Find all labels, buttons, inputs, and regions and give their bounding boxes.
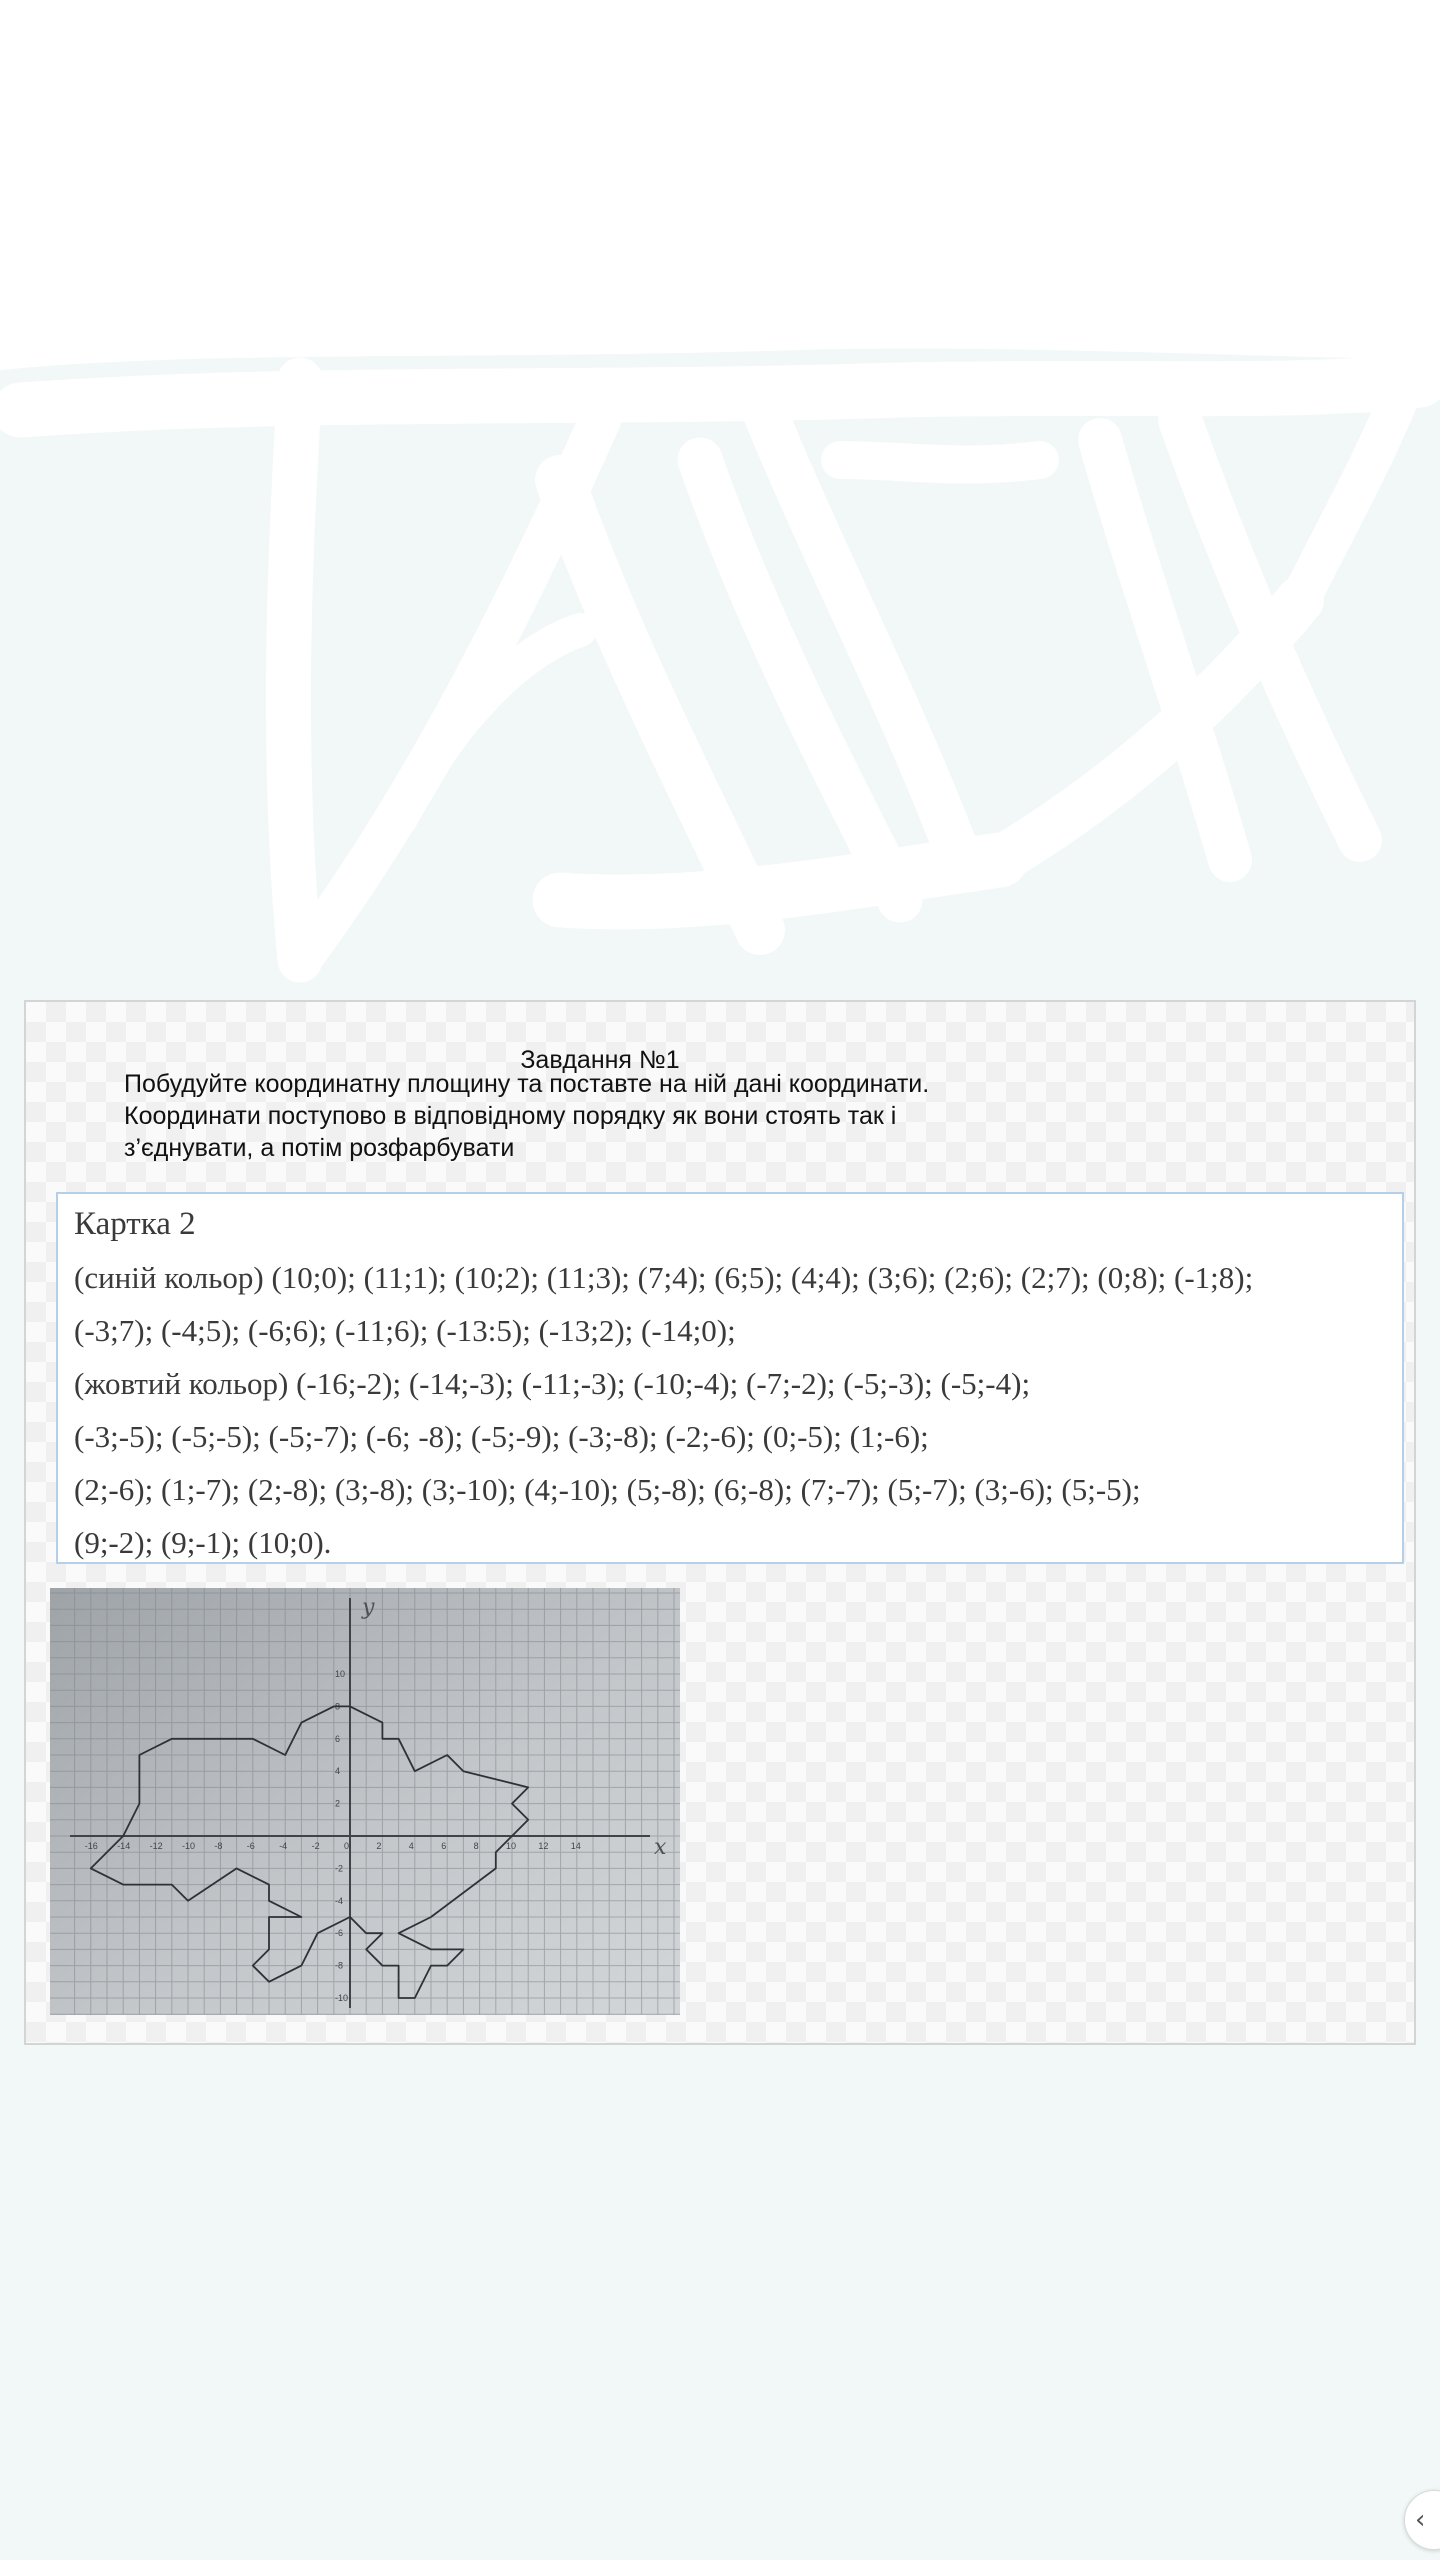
x-tick-label: -10 [182, 1841, 196, 1851]
chevron-left-icon: ‹ [1415, 2505, 1426, 2535]
instruction-line: Координати поступово в відповідному порядку як вони стоять так і [124, 1102, 897, 1130]
instruction-line: з’єднувати, а потім розфарбувати [124, 1134, 515, 1162]
task-instructions [124, 1068, 1124, 1164]
y-tick-label: 8 [335, 1701, 341, 1712]
y-tick-label: 4 [335, 1766, 341, 1777]
y-tick-label: -8 [335, 1960, 344, 1971]
x-tick-label: 2 [376, 1841, 382, 1851]
coordinates-line: (2;-6); (1;-7); (2;-8); (3;-8); (3;-10); (4;-10); (5;-8); (6;-8); (7;-7); (5;-7); (3;-6); (5;-5); [74, 1472, 1141, 1507]
x-tick-label: -14 [117, 1841, 131, 1851]
x-tick-label: -4 [279, 1841, 288, 1851]
x-tick-label: -2 [311, 1841, 320, 1851]
x-tick-label: 10 [506, 1841, 517, 1851]
y-tick-label: -6 [335, 1928, 344, 1939]
y-tick-label: -4 [335, 1895, 344, 1906]
y-tick-label: 10 [335, 1669, 346, 1679]
x-tick-label: 6 [441, 1841, 447, 1851]
graph-paper-photo [50, 1588, 680, 2015]
x-tick-label: 14 [570, 1841, 581, 1851]
instruction-line: Побудуйте координатну площину та поставте на ній дані координати. [124, 1070, 930, 1098]
x-tick-label: 12 [538, 1841, 549, 1851]
top-blank-area [0, 0, 1440, 320]
y-tick-label: 6 [335, 1733, 341, 1744]
x-tick-label: -6 [246, 1841, 255, 1851]
x-tick-label: 8 [473, 1841, 479, 1851]
paper-surface [50, 1588, 680, 2015]
y-tick-label: 2 [335, 1798, 341, 1809]
coordinates-line: (-3;7); (-4;5); (-6;6); (-11;6); (-13:5); (-13;2); (-14;0); [74, 1313, 736, 1348]
x-tick-label: 4 [408, 1841, 414, 1851]
x-tick-label: 0 [344, 1841, 350, 1851]
x-tick-label: -16 [84, 1841, 98, 1851]
x-axis-label: x [654, 1835, 667, 1860]
y-tick-label: -2 [335, 1863, 344, 1874]
card-text [74, 1198, 1404, 1569]
scribble-overlay [0, 300, 1440, 1020]
card-title: Картка 2 [74, 1206, 196, 1242]
x-tick-label: -8 [214, 1841, 223, 1851]
coordinates-line: (9;-2); (9;-1); (10;0). [74, 1525, 332, 1560]
graph-drawing [50, 1588, 680, 2015]
task-title: Завдання №1 [520, 1046, 680, 1074]
x-tick-label: -12 [149, 1841, 163, 1851]
coordinates-line: (синій кольор) (10;0); (11;1); (10;2); (11;3); (7;4); (6;5); (4;4); (3;6); (2;6); (2;7); (0;8); (-1;8); [74, 1260, 1254, 1295]
y-tick-label: -10 [335, 1993, 349, 2003]
coordinates-line: (жовтий кольор) (-16;-2); (-14;-3); (-11;-3); (-10;-4); (-7;-2); (-5;-3); (-5;-4); [74, 1366, 1031, 1401]
coordinates-line: (-3;-5); (-5;-5); (-5;-7); (-6; -8); (-5;-9); (-3;-8); (-2;-6); (0;-5); (1;-6); [74, 1419, 929, 1454]
y-axis-label: y [362, 1595, 375, 1620]
